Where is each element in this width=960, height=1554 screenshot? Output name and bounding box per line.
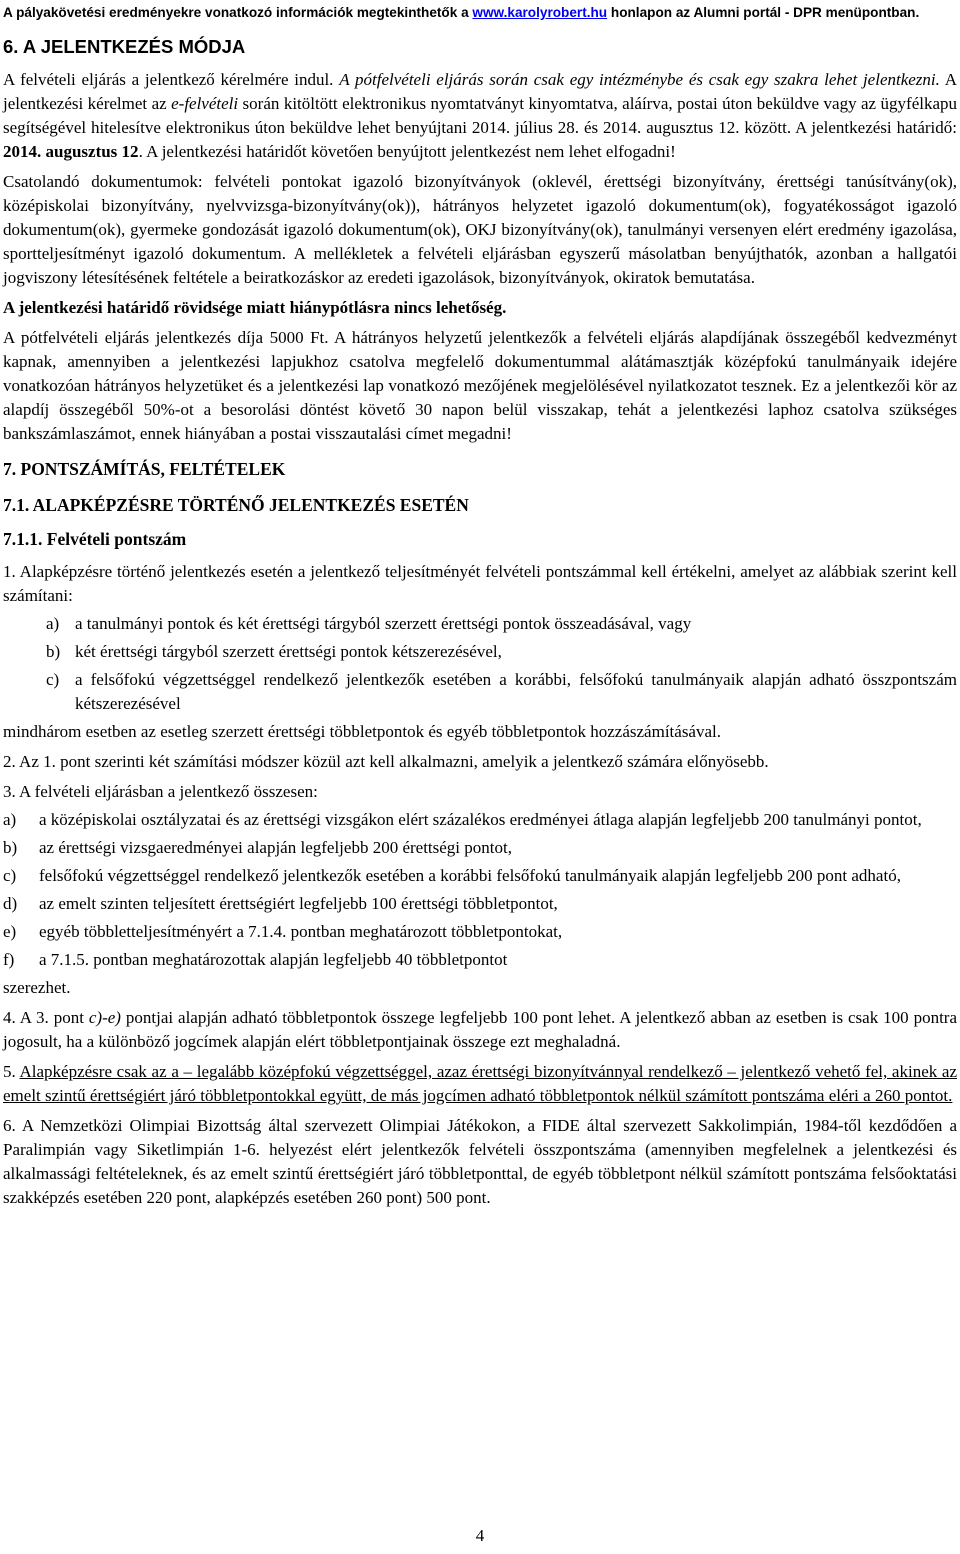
header-text: A pályakövetési eredményekre vonatkozó információk megtekinthetők a xyxy=(3,5,473,20)
point-1-after: mindhárom esetben az esetleg szerzett érettségi többletpontok és egyéb többletpontok hozzászámításával. xyxy=(3,722,721,741)
section-6-paragraph-1: A felvételi eljárás a jelentkező kérelmére indul. A pótfelvételi eljárás során csak egy intézménybe és csak egy szakra lehet jelentkezni. A jelentkezési kérelmet az e-felvételi során kitöltött elektronikus nyomtatványt kinyomtatva, aláírva, postai úton beküldve vagy az ügyfélkapu segítségével hitelesítve elektronikus úton beküldve lehet benyújtani 2014. július 28. és 2014. augusztus 12. között. A jelentkezési határidő: 2014. augusztus 12. A jelentkezési határidőt követően benyújtott jelentkezést nem lehet elfogadni! xyxy=(3,70,958,161)
section-6-paragraph-4: A pótfelvételi eljárás jelentkezés díja 5000 Ft. A hátrányos helyzetű jelentkezők a felvételi eljárás alapdíjának összegéből kedvezményt kapnak, amennyiben a jelentkezési lapjukhoz csatolva megfelelő dokumentummal alátámasztják középfokú tanulmányaik idejére vonatkozóan hátrányos helyzetüket és a jelentkezési lap vonatkozó mezőjének megjelölésével nyilatkozatot tesznek. Ez a jelentkezői kör az alapdíj összegéből 50%-ot a besorolási döntést követő 30 napon belül visszakap, tehát a jelentkezési laphoz csatolva szükséges bankszámlaszámot, ennek hiányában a postai visszautalási címet megadni! xyxy=(3,328,957,443)
section-7-1-1-title: 7.1.1. Felvételi pontszám xyxy=(3,529,187,549)
point-2: 2. Az 1. pont szerinti két számítási módszer közül azt kell alkalmazni, amelyik a jelentkező számára előnyösebb. xyxy=(3,752,769,771)
point-1-list xyxy=(3,612,957,716)
page-header xyxy=(3,4,957,24)
point-1: 1. Alapképzésre történő jelentkezés esetén a jelentkező teljesítményét felvételi pontszámmal kell értékelni, amelyet az alábbiak szerint kell számítani: xyxy=(3,562,957,605)
point-3-list xyxy=(3,808,957,972)
point-6: 6. A Nemzetközi Olimpiai Bizottság által szervezett Olimpiai Játékokon, a FIDE által szervezett Sakkolimpián, 1984-től kezdődően a Paralimpián vagy Siketlimpián 1-6. helyezést elért jelentkezők felvételi összpontszáma (amennyiben megfelelnek a jelentkezési és alkalmassági feltételeknek, és az emelt szintű érettségiért járó többletponttal, de egyéb többletpont nélkül számított pontszáma felsőoktatási szakképzés esetében 220 pont, alapképzés esetében 260 pont) 500 pont. xyxy=(3,1116,957,1207)
list-item: a) a középiskolai osztályzatai és az érettségi vizsgákon elért százalékos eredményei átlaga alapján legfeljebb 200 tanulmányi pontot, xyxy=(3,810,922,829)
section-7-title: 7. PONTSZÁMÍTÁS, FELTÉTELEK xyxy=(3,459,286,479)
list-item: d) az emelt szinten teljesített érettségiért legfeljebb 100 érettségi többletpontot, xyxy=(3,894,558,913)
list-item: e) egyéb többletteljesítményért a 7.1.4. pontban meghatározott többletpontokat, xyxy=(3,922,563,941)
page-number: 4 xyxy=(475,1526,485,1545)
header-text-end: honlapon az Alumni portál - DPR menüpontban. xyxy=(607,5,920,20)
list-item: b) két érettségi tárgyból szerzett érettségi pontok kétszerezésével, xyxy=(46,642,502,661)
point-4: 4. A 3. pont c)-e) pontjai alapján adható többletpontok összege legfeljebb 100 pont lehet. A jelentkező abban az esetben is csak 100 pontra jogosult, ha a különböző jogcímek alapján elért többletpontjainak összege ezt meghaladná. xyxy=(3,1008,958,1051)
header-link[interactable]: www.karolyrobert.hu xyxy=(472,5,608,20)
point-3: 3. A felvételi eljárásban a jelentkező összesen: xyxy=(3,782,318,801)
list-item: c) felsőfokú végzettséggel rendelkező jelentkezők esetében a korábbi felsőfokú tanulmányaik alapján legfeljebb 200 pont adható, xyxy=(3,866,901,885)
list-item: b) az érettségi vizsgaeredményei alapján legfeljebb 200 érettségi pontot, xyxy=(3,838,512,857)
section-7-1-title: 7.1. ALAPKÉPZÉSRE TÖRTÉNŐ JELENTKEZÉS ESETÉN xyxy=(3,495,469,515)
section-6-paragraph-2: Csatolandó dokumentumok: felvételi pontokat igazoló bizonyítványok (oklevél, érettségi bizonyítvány, érettségi tanúsítvány(ok), középiskolai bizonyítvány, nyelvvizsga-bizonyítvány(ok)), hátrányos helyzetet igazoló dokumentum(ok), fogyatékosságot igazoló dokumentum(ok), gyermeke gondozását igazoló dokumentum(ok), OKJ bizonyítvány(ok), tanulmányi versenyen elért eredmény igazolása, sportteljesítményt igazoló dokumentum. A mellékletek a felvételi eljárásban egyszerű másolatban benyújthatók, azonban a hallgatói jogviszony létesítésének feltétele a beiratkozáskor az eredeti igazolások, bizonyítványok, okiratok bemutatása. xyxy=(3,172,957,287)
point-3-after: szerezhet. xyxy=(3,978,71,997)
list-item: f) a 7.1.5. pontban meghatározottak alapján legfeljebb 40 többletpontot xyxy=(3,950,508,969)
point-5: 5. Alapképzésre csak az a – legalább középfokú végzettséggel, azaz érettségi bizonyítvánnyal rendelkező – jelentkező vehető fel, akinek az emelt szintű érettségiért járó többletpontokkal együtt, de más jogcímen adható többletpontok nélkül számított pontszáma eléri a 260 pontot. xyxy=(3,1062,958,1105)
list-item: c) a felsőfokú végzettséggel rendelkező jelentkezők esetében a korábbi, felsőfokú tanulmányaik alapján adható összpontszám kétszerezésével xyxy=(46,670,957,713)
list-item: a) a tanulmányi pontok és két érettségi tárgyból szerzett érettségi pontok összeadásával, vagy xyxy=(46,614,692,633)
section-6-deadline-note: A jelentkezési határidő rövidsége miatt hiánypótlásra nincs lehetőség. xyxy=(3,298,507,317)
section-6-title: 6. A JELENTKEZÉS MÓDJA xyxy=(3,36,246,57)
